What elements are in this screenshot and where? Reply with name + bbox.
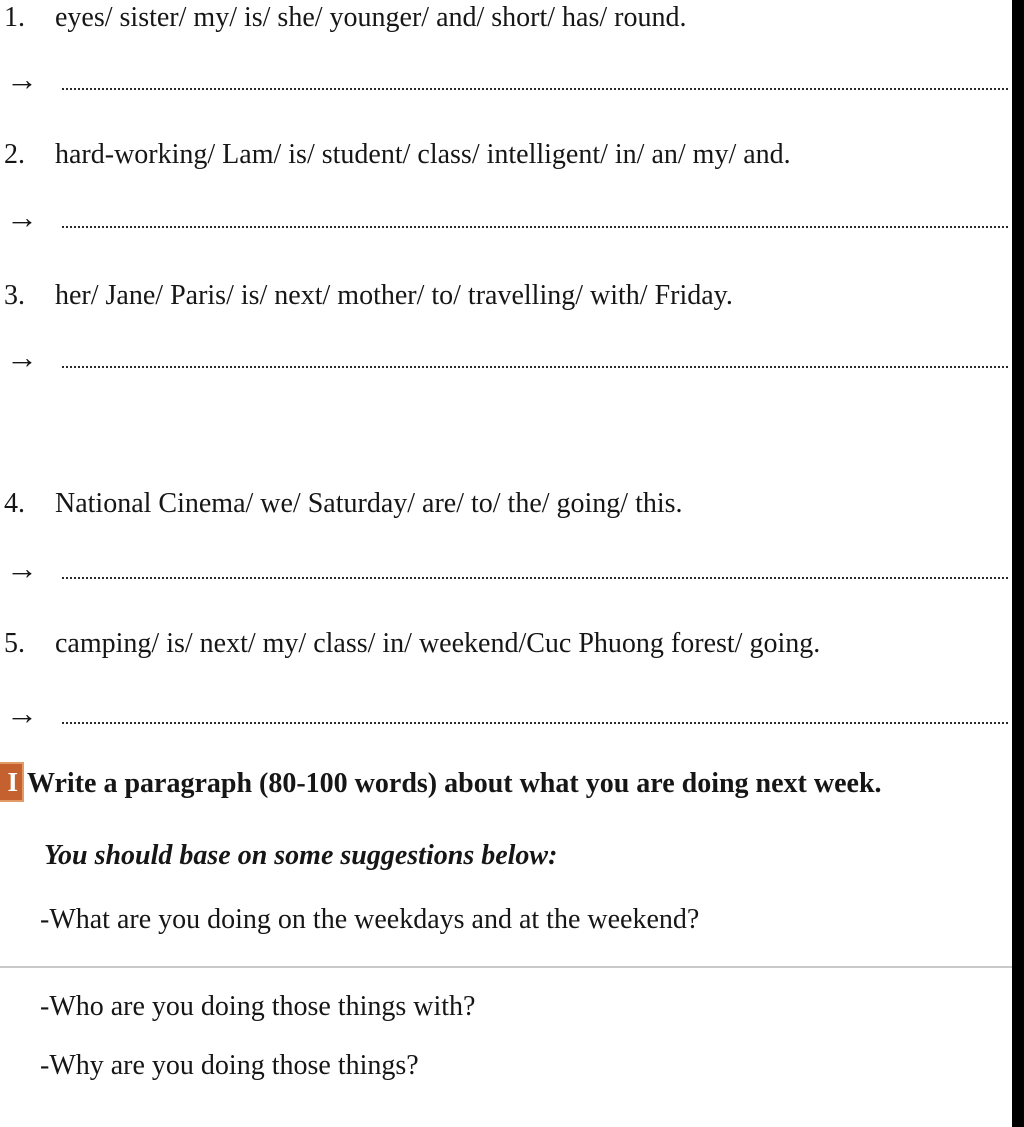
item-text: National Cinema/ we/ Saturday/ are/ to/ the/ going/ this. [55, 488, 683, 519]
item-number: 2. [4, 139, 25, 170]
item-number: 5. [4, 628, 25, 659]
arrow-icon: → [6, 199, 38, 235]
item-text: eyes/ sister/ my/ is/ she/ younger/ and/ short/ has/ round. [55, 2, 687, 33]
answer-blank-line [62, 577, 1008, 579]
item-text: her/ Jane/ Paris/ is/ next/ mother/ to/ travelling/ with/ Friday. [55, 280, 733, 311]
right-edge-black-bar [1012, 0, 1024, 1127]
item-text: hard-working/ Lam/ is/ student/ class/ intelligent/ in/ an/ my/ and. [55, 139, 791, 170]
arrow-icon: → [6, 695, 38, 731]
item-number: 3. [4, 280, 25, 311]
answer-blank-line [62, 722, 1008, 724]
answer-blank-line [62, 226, 1008, 228]
answer-row-3 [6, 339, 1008, 375]
answer-row-5 [6, 695, 1008, 731]
answer-row-1 [6, 61, 1008, 97]
item-text: camping/ is/ next/ my/ class/ in/ weekend/Cuc Phuong forest/ going. [55, 628, 821, 659]
answer-blank-line [62, 366, 1008, 368]
horizontal-divider [0, 966, 1012, 968]
arrow-icon: → [6, 339, 38, 375]
item-number: 1. [4, 2, 25, 33]
writing-task-title: Write a paragraph (80-100 words) about what you are doing next week. [27, 768, 882, 799]
item-number: 4. [4, 488, 25, 519]
exercise-item-4 [4, 488, 994, 520]
answer-blank-line [62, 88, 1008, 90]
suggestion-question-2: -Who are you doing those things with? [40, 991, 476, 1022]
exercise-item-5 [4, 628, 994, 660]
arrow-icon: → [6, 550, 38, 586]
suggestion-question-1: -What are you doing on the weekdays and at the weekend? [40, 904, 700, 935]
exercise-item-2 [4, 139, 994, 171]
exercise-item-3 [4, 280, 994, 312]
section-number-badge [0, 762, 24, 802]
section-number-label: I [7, 766, 18, 797]
arrow-icon: → [6, 61, 38, 97]
exercise-item-1 [4, 2, 994, 34]
answer-row-2 [6, 199, 1008, 235]
answer-row-4 [6, 550, 1008, 586]
writing-task-subtitle: You should base on some suggestions below: [44, 840, 558, 871]
suggestion-question-3: -Why are you doing those things? [40, 1050, 419, 1081]
